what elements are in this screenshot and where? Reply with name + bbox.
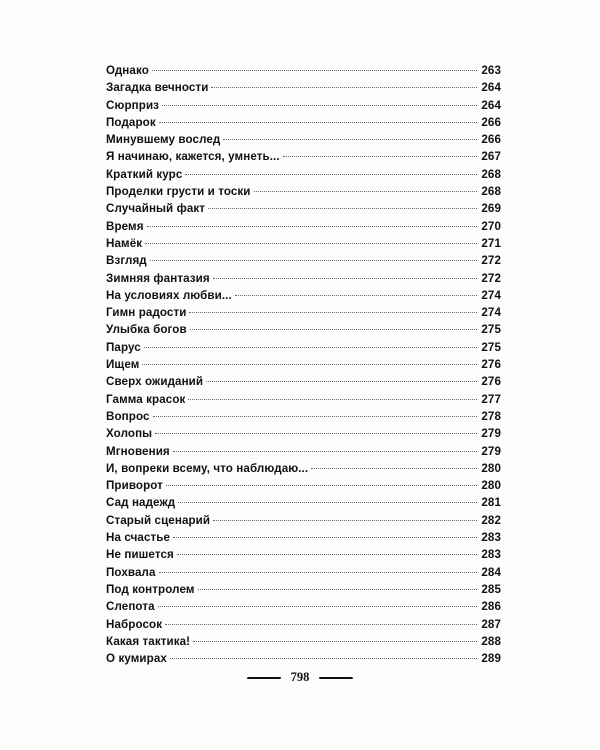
toc-entry-page-number: 266: [481, 115, 501, 129]
footer-ornament-left: [246, 677, 281, 679]
toc-entry: [106, 287, 501, 304]
toc-entry-title: Проделки грусти и тоски: [106, 185, 251, 199]
toc-entry-page-number: 275: [481, 340, 501, 354]
dot-leader: [159, 572, 477, 573]
toc-entry: [106, 443, 501, 460]
toc-entry-title: Минувшему вослед: [106, 133, 221, 147]
dot-leader: [150, 260, 477, 261]
toc-entry-page-number: 280: [481, 479, 501, 493]
toc-entry-title: Подарок: [106, 115, 156, 129]
dot-leader: [159, 122, 477, 123]
toc-entry: [106, 339, 501, 356]
toc-entry: [106, 650, 501, 667]
toc-entry-page-number: 283: [481, 531, 501, 545]
page-footer: [0, 670, 600, 685]
toc-entry-title: Намёк: [106, 236, 143, 250]
toc-entry: [106, 460, 501, 477]
dot-leader: [311, 468, 477, 469]
toc-entry: [106, 356, 501, 373]
toc-entry-page-number: 264: [481, 81, 501, 95]
toc-entry-title: О кумирах: [106, 652, 167, 666]
dot-leader: [213, 520, 477, 521]
toc-entry-title: Мгновения: [106, 444, 170, 458]
dot-leader: [158, 606, 477, 607]
toc-entry-title: Краткий курс: [106, 167, 183, 181]
toc-entry-page-number: 289: [481, 652, 501, 666]
dot-leader: [206, 381, 477, 382]
toc-entry: [106, 218, 501, 235]
toc-entry-title: Не пишется: [106, 548, 174, 562]
toc-entry: [106, 598, 501, 615]
dot-leader: [144, 347, 477, 348]
toc-entry-title: Вопрос: [106, 409, 150, 423]
dot-leader: [189, 312, 477, 313]
dot-leader: [235, 295, 477, 296]
toc-entry: [106, 235, 501, 252]
dot-leader: [165, 624, 477, 625]
dot-leader: [173, 537, 477, 538]
toc-entry-title: Парус: [106, 340, 141, 354]
toc-entry: [106, 62, 501, 79]
toc-entry-page-number: 284: [481, 565, 501, 579]
dot-leader: [283, 156, 477, 157]
toc-entry-title: Похвала: [106, 565, 156, 579]
dot-leader: [213, 278, 477, 279]
toc-entry: [106, 581, 501, 598]
dot-leader: [166, 485, 477, 486]
toc-entry-title: Холопы: [106, 427, 153, 441]
toc-entry: [106, 131, 501, 148]
toc-entry-title: Приворот: [106, 479, 163, 493]
toc-entry-title: Старый сценарий: [106, 513, 211, 527]
dot-leader: [145, 243, 477, 244]
dot-leader: [142, 364, 477, 365]
toc-entry-title: Гамма красок: [106, 392, 186, 406]
footer-ornament-right: [319, 677, 354, 679]
toc-entry: [106, 166, 501, 183]
toc-entry: [106, 200, 501, 217]
toc-entry-page-number: 286: [481, 600, 501, 614]
dot-leader: [147, 226, 477, 227]
toc-entry-page-number: 285: [481, 582, 501, 596]
toc-entry-page-number: 280: [481, 461, 501, 475]
toc-entry: [106, 512, 501, 529]
toc-entry-page-number: 276: [481, 375, 501, 389]
dot-leader: [198, 589, 477, 590]
toc-entry-title: Я начинаю, кажется, умнеть...: [106, 150, 280, 164]
toc-entry-title: Улыбка богов: [106, 323, 187, 337]
toc-entry: [106, 494, 501, 511]
toc-entry-title: Случайный факт: [106, 202, 206, 216]
toc-entry-page-number: 263: [481, 64, 501, 77]
toc-entry-title: Набросок: [106, 617, 163, 631]
dot-leader: [223, 139, 477, 140]
toc-entry-page-number: 267: [481, 150, 501, 164]
toc-entry-title: На счастье: [106, 531, 171, 545]
dot-leader: [177, 554, 477, 555]
toc-entry-page-number: 281: [481, 496, 501, 510]
dot-leader: [211, 87, 477, 88]
toc-entry-page-number: 288: [481, 634, 501, 648]
dot-leader: [173, 451, 477, 452]
toc-entry-title: На условиях любви...: [106, 288, 232, 302]
dot-leader: [254, 191, 477, 192]
toc-entry-title: Время: [106, 219, 144, 233]
toc-entry-title: Загадка вечности: [106, 81, 209, 95]
toc-entry-page-number: 287: [481, 617, 501, 631]
toc-entry-page-number: 268: [481, 185, 501, 199]
toc-entry: [106, 97, 501, 114]
toc-entry-page-number: 274: [481, 288, 501, 302]
toc-entry-title: Ищем: [106, 358, 140, 372]
toc-entry-title: Сюрприз: [106, 98, 160, 112]
toc-entry-page-number: 271: [481, 236, 501, 250]
toc-entry: [106, 633, 501, 650]
toc-entry: [106, 321, 501, 338]
toc-entry-title: Зимняя фантазия: [106, 271, 210, 285]
toc-entry: [106, 79, 501, 96]
toc-entry-page-number: 272: [481, 254, 501, 268]
dot-leader: [155, 433, 477, 434]
toc-entry: [106, 529, 501, 546]
toc-entry-page-number: 277: [481, 392, 501, 406]
toc-entry-page-number: 279: [481, 427, 501, 441]
toc-entry: [106, 425, 501, 442]
toc-entry-page-number: 264: [481, 98, 501, 112]
dot-leader: [152, 70, 477, 71]
toc-entry-page-number: 276: [481, 358, 501, 372]
toc-entry: [106, 546, 501, 563]
toc-entry-title: Под контролем: [106, 582, 195, 596]
dot-leader: [190, 329, 477, 330]
toc-entry: [106, 477, 501, 494]
toc-entry-page-number: 275: [481, 323, 501, 337]
toc-entry-page-number: 282: [481, 513, 501, 527]
toc-entry: [106, 304, 501, 321]
toc-entry-page-number: 266: [481, 133, 501, 147]
dot-leader: [153, 416, 477, 417]
toc-entry-title: Гимн радости: [106, 306, 187, 320]
toc-entry-title: Сад надежд: [106, 496, 176, 510]
toc-entry-page-number: 283: [481, 548, 501, 562]
dot-leader: [170, 658, 477, 659]
toc-entry-page-number: 268: [481, 167, 501, 181]
dot-leader: [208, 208, 477, 209]
toc-entry-page-number: 279: [481, 444, 501, 458]
toc-entry-page-number: 269: [481, 202, 501, 216]
toc-entry: [106, 408, 501, 425]
toc-entry: [106, 252, 501, 269]
dot-leader: [188, 399, 477, 400]
toc-entry: [106, 183, 501, 200]
dot-leader: [193, 641, 477, 642]
toc-entry-title: Слепота: [106, 600, 155, 614]
table-of-contents: [106, 62, 501, 667]
toc-entry-page-number: 278: [481, 409, 501, 423]
toc-entry: [106, 564, 501, 581]
dot-leader: [185, 174, 477, 175]
toc-entry-title: Какая тактика!: [106, 634, 191, 648]
toc-entry: [106, 391, 501, 408]
toc-entry-title: Взгляд: [106, 254, 147, 268]
dot-leader: [178, 502, 477, 503]
page-number: 798: [290, 670, 310, 684]
dot-leader: [162, 105, 477, 106]
toc-entry: [106, 616, 501, 633]
toc-entry: [106, 148, 501, 165]
toc-entry-title: Однако: [106, 64, 149, 77]
toc-entry-page-number: 274: [481, 306, 501, 320]
toc-entry-page-number: 272: [481, 271, 501, 285]
toc-entry-title: И, вопреки всему, что наблюдаю...: [106, 461, 309, 475]
toc-entry-page-number: 270: [481, 219, 501, 233]
toc-entry: [106, 270, 501, 287]
toc-entry: [106, 373, 501, 390]
toc-entry-title: Сверх ожиданий: [106, 375, 204, 389]
toc-entry: [106, 114, 501, 131]
